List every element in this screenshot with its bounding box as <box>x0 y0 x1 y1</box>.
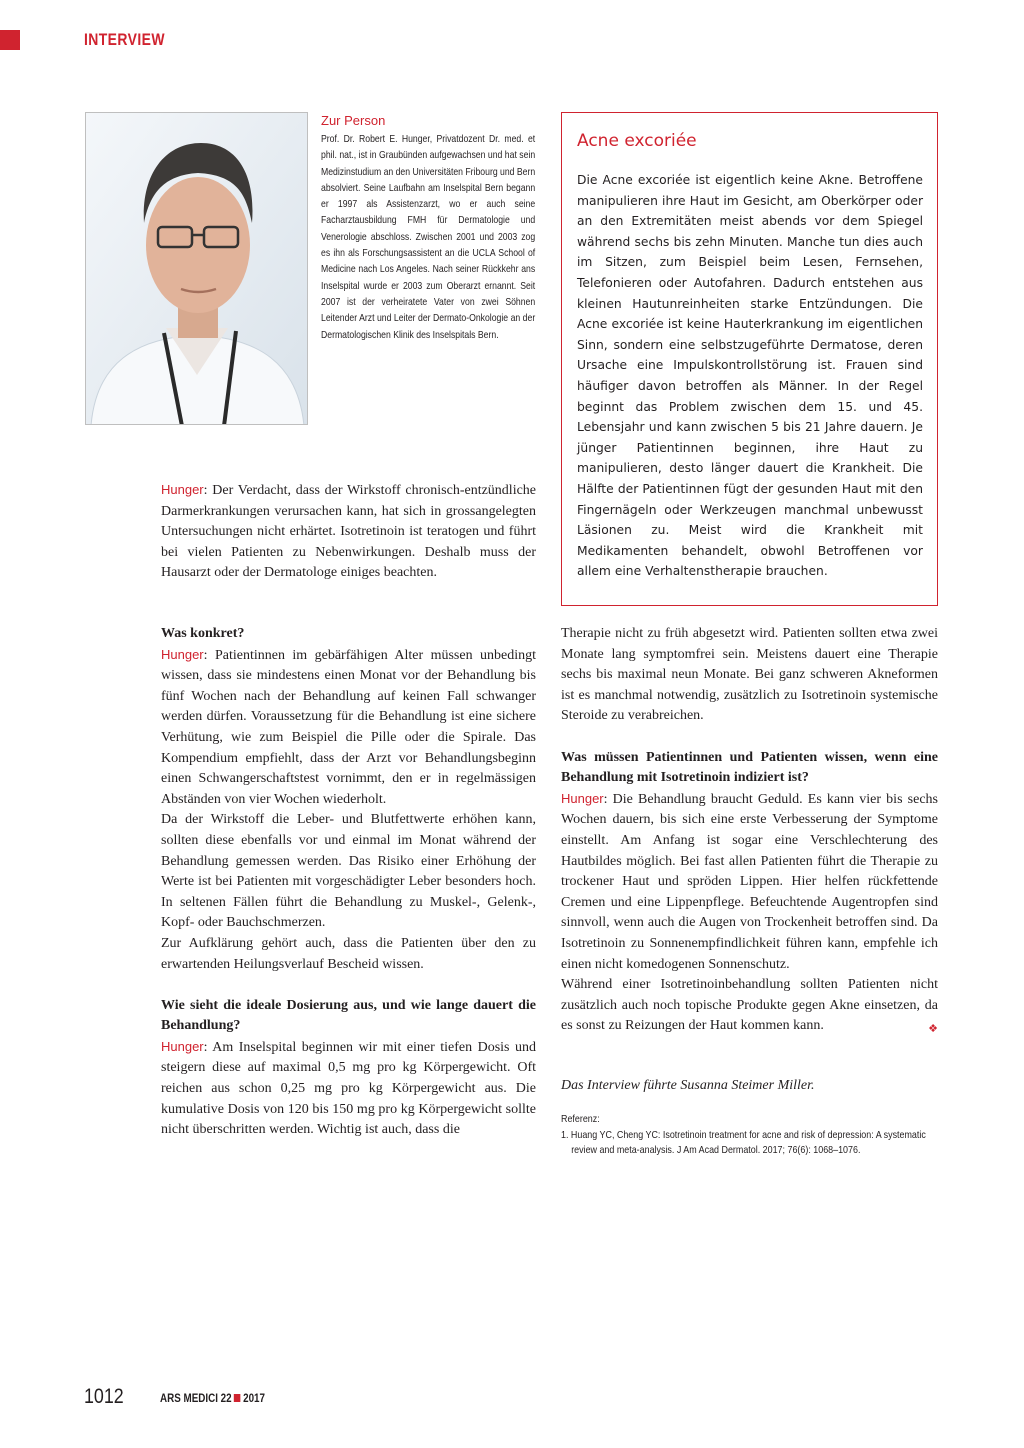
paragraph: Da der Wirkstoff die Leber- und Blutfettwerte erhöhen kann, sollten diese ebenfalls vor und einmal im Monat während der Behandlung gemessen werden. Das Risiko einer Erhöhung der Werte ist bei Patienten mit vorgeschädigter Leber besonders hoch. In seltenen Fällen führt die Behandlung zu Muskel-, Gelenk-, Kopf- oder Bauchschmerzen. <box>161 812 536 931</box>
speaker-label: Hunger <box>161 1038 204 1054</box>
section-label: INTERVIEW <box>84 30 165 49</box>
left-column <box>161 624 536 1141</box>
answer-paragraph: Hunger: Am Inselspital beginnen wir mit einer tiefen Dosis und steigern diese auf maximal 0,5 mg pro kg Körpergewicht. Oft reichen aus schon 0,25 mg pro kg Körpergewicht aus. Die kumulative Dosis von 120 bis 150 mg pro kg Körpergewicht sollte nicht überschritten werden. Wichtig ist auch, dass die <box>161 1038 536 1138</box>
info-box-title: Acne excoriée <box>577 131 697 151</box>
paragraph: Zur Aufklärung gehört auch, dass die Patienten über den zu erwartenden Heilungsverlauf Bescheid wissen. <box>161 935 536 972</box>
footer-square-icon <box>234 1394 241 1402</box>
question: Was müssen Patientinnen und Patienten wissen, wenn eine Behandlung mit Isotretinoin indiziert ist? <box>561 749 938 786</box>
end-mark-icon: ❖ <box>928 1022 938 1036</box>
interview-credit: Das Interview führte Susanna Steimer Miller. <box>561 1078 815 1093</box>
paragraph: Während einer Isotretinoinbehandlung sollten Patienten nicht zusätzlich auch noch topische Produkte gegen Akne einsetzen, da es sonst zu Reizungen der Haut kommen kann. ❖ <box>561 975 938 1037</box>
question: Was konkret? <box>161 626 245 641</box>
person-bio: Prof. Dr. Robert E. Hunger, Privatdozent Dr. med. et phil. nat., ist in Graubünden aufgewachsen und hat sein Medizinstudium an den Universitäten Fribourg und Bern absolviert. Seine Laufbahn am Inselspital Bern begann er 1997 als Assistenzarzt, wo er auch seine Facharztausbildung FMH für Dermatologie und Venerologie abschloss. Zwischen 2001 und 2003 zog es ihn als Forschungsassistent an die UCLA School of Medicine nach Los Angeles. Nach seiner Rückkehr ans Inselspital wurde er 2003 zum Oberarzt ernannt. Seit 2007 ist der verheiratete Vater von zwei Söhnen Leitender Arzt und Leiter der Dermato-Onkologie an der Dermatologischen Klinik des Inselspitals Bern. <box>321 134 536 341</box>
right-column <box>561 624 938 1040</box>
answer-paragraph: Hunger: Die Behandlung braucht Geduld. Es kann vier bis sechs Wochen dauern, bis sich eine erste Verbesserung der Symptome einstellt. Am Anfang ist sogar eine Verschlechterung des Hautbildes möglich. Bei fast allen Patienten führt die Therapie zu trockener Haut und spröden Lippen. Hier helfen rückfettende Cremen und eine Lippenpflege. Befeuchtende Augentropfen sind sinnvoll, wenn auch die Augen von Trockenheit betroffen sind. Da Isotretinoin zu Sonnenempfindlichkeit führen kann, empfehle ich einen nicht komedogenen Sonnenschutz. <box>561 790 938 972</box>
info-box <box>561 112 938 606</box>
section-marker <box>0 30 20 50</box>
references <box>561 1112 938 1159</box>
answer-paragraph: Hunger: Patientinnen im gebärfähigen Alter müssen unbedingt wissen, dass sie mindestens einen Monat vor der Behandlung bis fünf Wochen nach der Behandlung auf keinen Fall schwanger werden dürfen. Voraussetzung für die Behandlung ist eine sichere Verhütung, wie zum Beispiel die Pille oder die Spirale. Das Kompendium empfiehlt, dass der Arzt vor Behandlungsbeginn einen Schwangerschaftstest vornimmt, den er in regelmässigen Abständen von vier Wochen wiederholt. <box>161 646 537 807</box>
info-box-text: Die Acne excoriée ist eigentlich keine Akne. Betroffene manipulieren ihre Haut im Gesicht, am Oberkörper oder an den Extremitäten meist abends vor dem Spiegel während sechs bis zehn Minuten. Manche tun dies auch im Sitzen, zum Beispiel beim Lesen, Fernsehen, Telefonieren oder Autofahren. Dadurch entstehen aus kleinen Hautunreinheiten starke Entzündungen. Die Acne excoriée ist keine Hauterkrankung im eigentlichen Sinn, sondern eine selbstzugeführte Dermatose, deren Ursache eine Impulskontrollstörung ist. Frauen sind häufiger davon betroffen als Männer. In der Regel beginnt das Problem zwischen dem 15. und 45. Lebensjahr und kann zwischen 5 bis 21 Jahre dauern. Je jünger Patientinnen beginnen, ihre Haut zu manipulieren, desto länger dauert die Krankheit. Die Hälfte der Patientinnen fügt der gesunden Haut mit den Fingernägeln oder Werkzeugen manchmal unbewusst Läsionen zu. Meist wird die Krankheit mit Medikamenten behandelt, obwohl Betroffenen vor allem eine Verhaltenstherapie brauchen. <box>577 173 923 579</box>
answer-paragraph: Hunger: Der Verdacht, dass der Wirkstoff chronisch-entzündliche Darmerkrankungen verursachen kann, hat sich in grossangelegten Untersuchungen nicht erhärtet. Isotretinoin ist teratogen und führt bei vielen Patienten zu Nebenwirkungen. Deshalb muss der Hausarzt oder der Dermatologe einiges beachten. <box>161 482 537 581</box>
person-info <box>321 113 535 344</box>
portrait-photo <box>85 112 308 425</box>
speaker-label: Hunger <box>161 646 204 662</box>
paragraph: Therapie nicht zu früh abgesetzt wird. Patienten sollten etwa zwei Monate lang symptomfrei sein. Meistens dauert eine Therapie sechs bis maximal neun Monate. Bei ganz schweren Akneformen ist es manchmal notwendig, zusätzlich zu Isotretinoin systemische Steroide zu verabreichen. <box>561 626 938 724</box>
journal-issue: ARS MEDICI 22 2017 <box>160 1391 266 1405</box>
speaker-label: Hunger <box>161 482 204 497</box>
speaker-label: Hunger <box>561 790 604 806</box>
person-title: Zur Person <box>321 113 386 128</box>
left-column-top <box>161 480 536 584</box>
page-number: 1012 <box>84 1385 124 1408</box>
question: Wie sieht die ideale Dosierung aus, und wie lange dauert die Behandlung? <box>161 997 536 1034</box>
references-title: Referenz: <box>561 1113 600 1125</box>
reference-item: 1. Huang YC, Cheng YC: Isotretinoin treatment for acne and risk of depression: A systematic review and meta-analysis. J Am Acad Dermatol. 2017; 76(6): 1068–1076. <box>561 1128 926 1156</box>
